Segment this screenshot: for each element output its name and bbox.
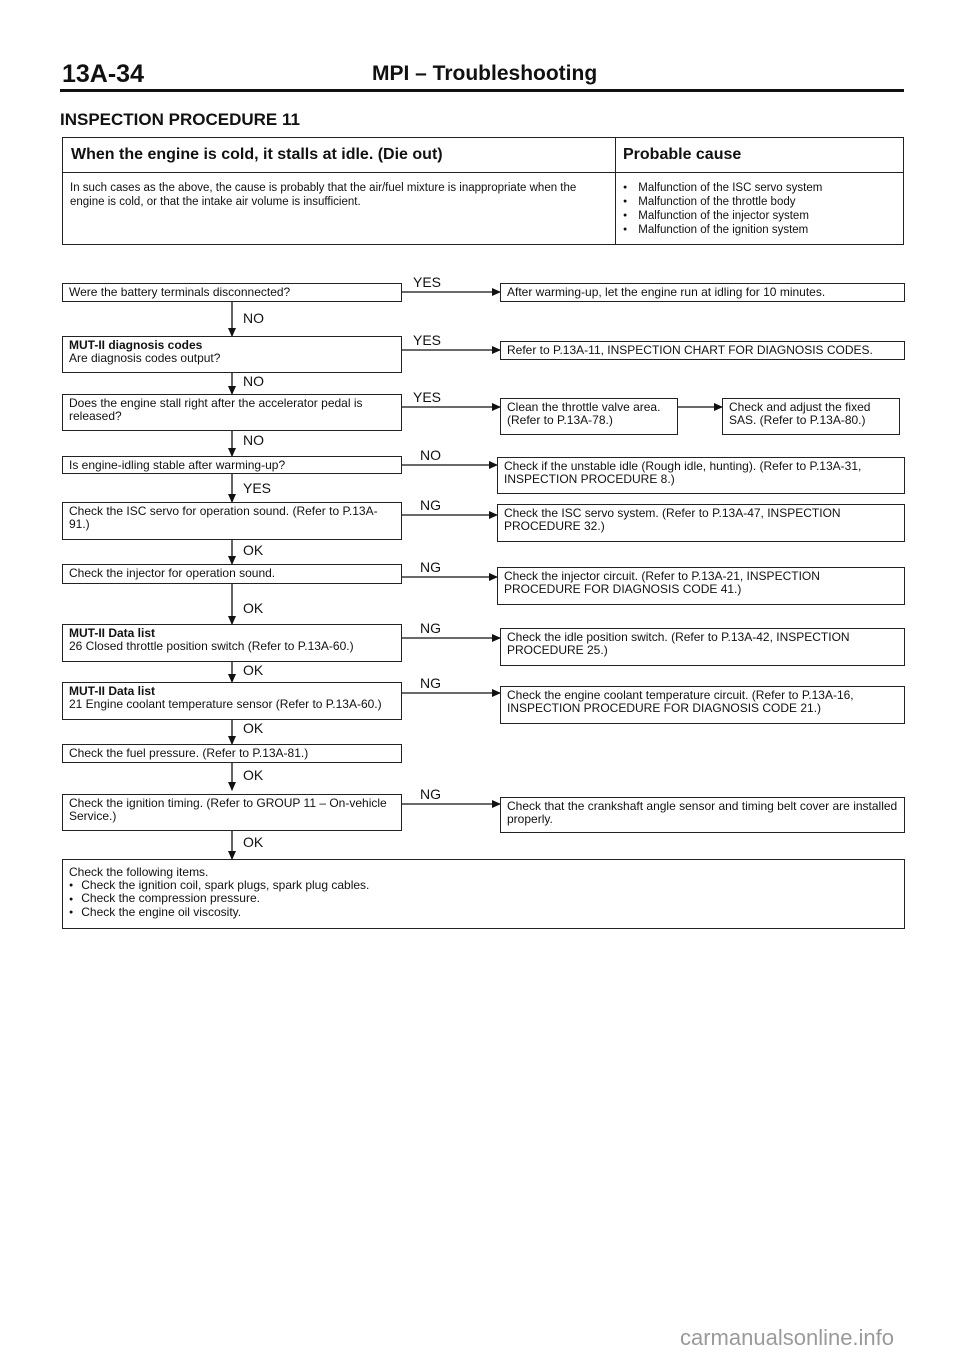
final-intro: Check the following items. — [69, 865, 209, 879]
check-title: MUT-II Data list — [69, 626, 156, 640]
page-number: 13A-34 — [62, 60, 144, 88]
branch-label: YES — [413, 274, 442, 290]
action-text: Check the ISC servo system. (Refer to P.13A-47, INSPECTION PROCEDURE 32.) — [504, 506, 841, 533]
flow-label: OK — [243, 542, 264, 558]
flow-label: OK — [243, 720, 264, 736]
action-isc-servo-system — [497, 504, 905, 542]
action-diagnosis-chart — [500, 341, 905, 360]
action-clean-throttle — [500, 398, 678, 435]
action-text: Clean the throttle valve area. (Refer to P.13A-78.) — [507, 400, 661, 427]
action-text: Check if the unstable idle (Rough idle, hunting). (Refer to P.13A-31, INSPECTION PROCEDURE 8.) — [504, 459, 862, 486]
action-coolant-temp-circuit — [500, 686, 905, 724]
section-title: MPI – Troubleshooting — [372, 62, 598, 85]
final-checks-box — [62, 859, 905, 929]
check-fuel-pressure — [62, 744, 402, 763]
final-check-item: ● Check the compression pressure. — [69, 892, 898, 905]
check-diagnosis-codes — [62, 336, 402, 373]
final-check-item: ● Check the ignition coil, spark plugs, spark plug cables. — [69, 879, 898, 892]
cause-item: ● Malfunction of the ISC servo system — [623, 181, 822, 195]
action-text: Check and adjust the fixed SAS. (Refer to P.13A-80.) — [729, 400, 871, 427]
flow-label: OK — [243, 600, 264, 616]
final-check-item: ● Check the engine oil viscosity. — [69, 906, 898, 919]
check-idling-stable — [62, 456, 402, 474]
check-text: Are diagnosis codes output? — [69, 351, 221, 365]
branch-label: YES — [413, 332, 442, 348]
action-injector-circuit — [497, 567, 905, 605]
check-title: MUT-II diagnosis codes — [69, 338, 203, 352]
check-text: Does the engine stall right after the accelerator pedal is released? — [69, 396, 363, 423]
branch-label: NO — [420, 447, 441, 463]
flow-label: OK — [243, 662, 264, 678]
check-ignition-timing — [62, 794, 402, 831]
branch-label: NG — [420, 675, 441, 691]
branch-label: NG — [420, 620, 441, 636]
action-warm-up — [500, 283, 905, 302]
cause-item: ● Malfunction of the throttle body — [623, 195, 822, 209]
action-text: After warming-up, let the engine run at idling for 10 minutes. — [507, 285, 826, 299]
check-text: 26 Closed throttle position switch (Refer to P.13A-60.) — [69, 639, 354, 653]
check-injector-sound — [62, 564, 402, 584]
flow-label: NO — [243, 432, 264, 448]
flow-label: OK — [243, 767, 264, 783]
check-title: MUT-II Data list — [69, 684, 156, 698]
flow-label: OK — [243, 834, 264, 850]
check-isc-servo-sound — [62, 502, 402, 540]
action-unstable-idle — [497, 457, 905, 494]
check-text: Check the ISC servo for operation sound. (Refer to P.13A-91.) — [69, 504, 378, 531]
check-data-list-21 — [62, 682, 402, 720]
flow-label: NO — [243, 310, 264, 326]
action-text: Check the idle position switch. (Refer to P.13A-42, INSPECTION PROCEDURE 25.) — [507, 630, 850, 657]
branch-label: NG — [420, 497, 441, 513]
flow-label: YES — [243, 480, 272, 496]
watermark: carmanualsonline.info — [680, 1325, 895, 1350]
action-text: Check the injector circuit. (Refer to P.13A-21, INSPECTION PROCEDURE FOR DIAGNOSIS CODE 41.) — [504, 569, 820, 596]
flow-label: NO — [243, 373, 264, 389]
action-idle-position-switch — [500, 628, 905, 666]
check-text: Check the fuel pressure. (Refer to P.13A-81.) — [69, 746, 309, 760]
check-text: Check the ignition timing. (Refer to GROUP 11 – On-vehicle Service.) — [69, 796, 387, 823]
check-battery-terminals — [62, 283, 402, 302]
cause-item: ● Malfunction of the injector system — [623, 209, 822, 223]
action-text: Check that the crankshaft angle sensor and timing belt cover are installed properly. — [507, 799, 898, 826]
causes-heading: Probable cause — [623, 146, 742, 163]
symptom-description: In such cases as the above, the cause is probably that the air/fuel mixture is inappropriate when the engine is cold, or that the intake air volume is insufficient. — [70, 182, 577, 208]
check-text: 21 Engine coolant temperature sensor (Refer to P.13A-60.) — [69, 697, 382, 711]
action-text: Refer to P.13A-11, INSPECTION CHART FOR DIAGNOSIS CODES. — [507, 343, 873, 357]
final-checks-list — [69, 879, 898, 919]
check-text: Were the battery terminals disconnected? — [69, 285, 291, 299]
symptom-heading: When the engine is cold, it stalls at idle. (Die out) — [71, 146, 443, 163]
action-adjust-sas — [722, 398, 900, 435]
check-text: Is engine-idling stable after warming-up? — [69, 458, 286, 472]
check-stall-pedal-release — [62, 394, 402, 431]
cause-item: ● Malfunction of the ignition system — [623, 223, 822, 237]
check-data-list-26 — [62, 624, 402, 662]
branch-label: NG — [420, 559, 441, 575]
branch-label: YES — [413, 389, 442, 405]
procedure-title: INSPECTION PROCEDURE 11 — [60, 110, 300, 129]
action-text: Check the engine coolant temperature circuit. (Refer to P.13A-16, INSPECTION PROCEDURE FOR DIAGNOSIS CODE 21.) — [507, 688, 854, 715]
action-crankshaft-sensor — [500, 797, 905, 833]
check-text: Check the injector for operation sound. — [69, 566, 276, 580]
branch-label: NG — [420, 786, 441, 802]
